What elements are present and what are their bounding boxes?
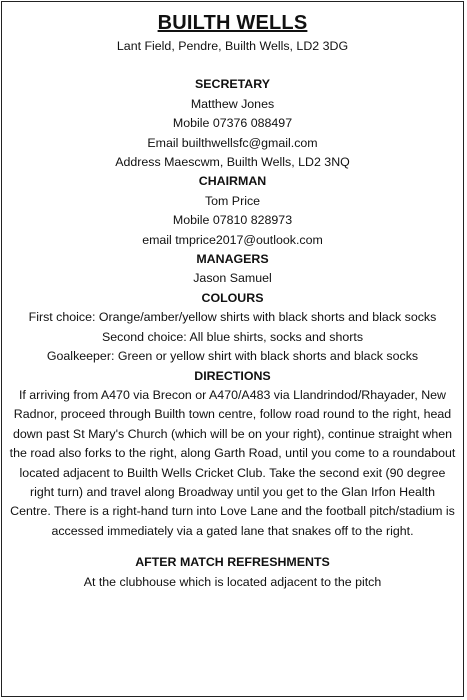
chairman-name: Tom Price (204, 193, 261, 208)
manager-name: Jason Samuel (193, 271, 272, 286)
club-name: BUILTH WELLS (157, 12, 308, 34)
colours-goalkeeper: Goalkeeper: Green or yellow shirt with black shorts and black socks (46, 349, 419, 364)
secretary-address: Address Maescwm, Builth Wells, LD2 3NQ (115, 155, 350, 170)
ground-address: Lant Field, Pendre, Builth Wells, LD2 3DG (116, 39, 349, 53)
directions-text: If arriving from A470 via Brecon or A470/A483 via Llandrindod/Rhayader, New Radnor, proceed through Builth town centre, follow road round to the right, head down past St Mary's Church (which will be on your right), continue straight when the road also forks to the right, along Garth Road, until you come to a roundabout located adjacent to Builth Wells Cricket Club. Take the second exit (90 degree right turn) and travel along Broadway until you get to the Glan Irfon Health Centre. There is a right-hand turn into Love Lane and the football pitch/stadium is accessed immediately via a gated lane that snakes off to the right. (9, 387, 456, 538)
secretary-name: Matthew Jones (190, 96, 275, 111)
colours-first-choice: First choice: Orange/amber/yellow shirts with black shorts and black socks (28, 310, 437, 325)
secretary-heading: SECRETARY (194, 77, 271, 92)
chairman-email: email tmprice2017@outlook.com (142, 232, 323, 247)
club-info (6, 10, 459, 592)
spacer (6, 541, 459, 553)
secretary-mobile: Mobile 07376 088497 (172, 116, 293, 131)
secretary-email: Email builthwellsfc@gmail.com (147, 135, 318, 150)
document-frame (1, 1, 464, 697)
managers-heading: MANAGERS (196, 252, 269, 267)
colours-second-choice: Second choice: All blue shirts, socks and shorts (101, 329, 364, 344)
refreshments-heading: AFTER MATCH REFRESHMENTS (135, 555, 330, 570)
chairman-heading: CHAIRMAN (198, 174, 267, 189)
colours-heading: COLOURS (201, 290, 264, 305)
spacer (6, 56, 459, 75)
refreshments-text: At the clubhouse which is located adjacent to the pitch (83, 574, 382, 589)
directions-heading: DIRECTIONS (194, 368, 271, 383)
chairman-mobile: Mobile 07810 828973 (172, 213, 293, 228)
